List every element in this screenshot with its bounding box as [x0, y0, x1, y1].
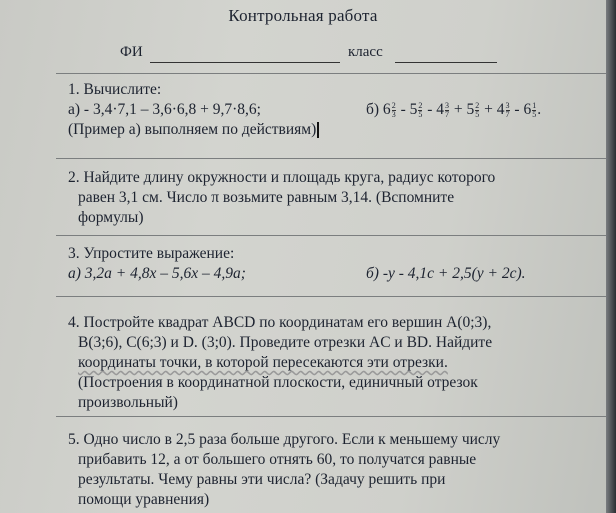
task-2-line: равен 3,1 см. Число π возьмите равным 3,14. (Вспомните: [78, 189, 455, 206]
divider: [56, 73, 606, 74]
task-3a: а) 3,2а + 4,8х – 5,6х – 4,9а;: [68, 265, 246, 282]
task-4-line: B(3;6), C(6;3) и D. (3;0). Проведите отрезки AC и BD. Найдите: [78, 334, 493, 351]
task-2: [68, 168, 588, 228]
task-1: [68, 80, 588, 140]
task-4-line: 4. Постройте квадрат ABCD по координатам его вершин A(0;3),: [68, 314, 492, 331]
task-3-heading: 3. Упростите выражение:: [68, 245, 235, 262]
task-1-heading: 1. Вычислите:: [68, 81, 162, 98]
task-4: [68, 313, 588, 413]
task-2-line: формулы): [78, 209, 144, 226]
task-1-parts: [68, 100, 588, 120]
task-5-line: прибавить 12, а от большего отнять 60, то получатся равные: [78, 451, 477, 468]
class-blank-line: [395, 62, 497, 63]
task-3b: б) -у - 4,1с + 2,5(у + 2с).: [366, 265, 526, 282]
task-2-line: 2. Найдите длину окружности и площадь круга, радиус которого: [68, 169, 496, 186]
task-5-line: помощи уравнения): [78, 491, 210, 508]
task-3-parts: [68, 264, 588, 284]
divider: [56, 296, 606, 297]
page-edge-shadow: [606, 0, 616, 513]
page-title: Контрольная работа: [228, 6, 378, 25]
divider: [56, 158, 606, 159]
task-5: [68, 430, 588, 510]
fi-blank-line: [150, 62, 340, 63]
task-4-line: (Построения в координатной плоскости, единичный отрезок: [78, 374, 478, 391]
task-5-line: 5. Одно число в 2,5 раза больше другого. Если к меньшему числу: [68, 431, 501, 448]
task-1-note: (Пример а) выполняем по действиям): [68, 120, 588, 140]
task-3: [68, 244, 588, 284]
class-label: класс: [348, 44, 383, 60]
divider: [56, 235, 606, 236]
student-info-row: [0, 44, 606, 68]
divider: [56, 416, 606, 417]
task-1a: а) - 3,4·7,1 – 3,6·6,8 + 9,7·8,6;: [68, 101, 261, 118]
task-5-line: результаты. Чему равны эти числа? (Задачу решить при: [78, 471, 446, 488]
task-4-line: произвольный): [78, 394, 178, 411]
task-4-line: координаты точки, в которой пересекаются эти отрезки.: [78, 354, 448, 371]
text-cursor: [317, 122, 319, 138]
fi-label: ФИ: [120, 44, 143, 60]
task-1b: б) 6 $\frac{2}{3}$ - 5 $\frac{2}{5}$ - 4 $\frac{3}{7}$ + 5 $\frac{2}{5}$ + 4 $\frac{3}{7}$ - 6 $\frac{1}{5}$ .: [366, 100, 542, 119]
